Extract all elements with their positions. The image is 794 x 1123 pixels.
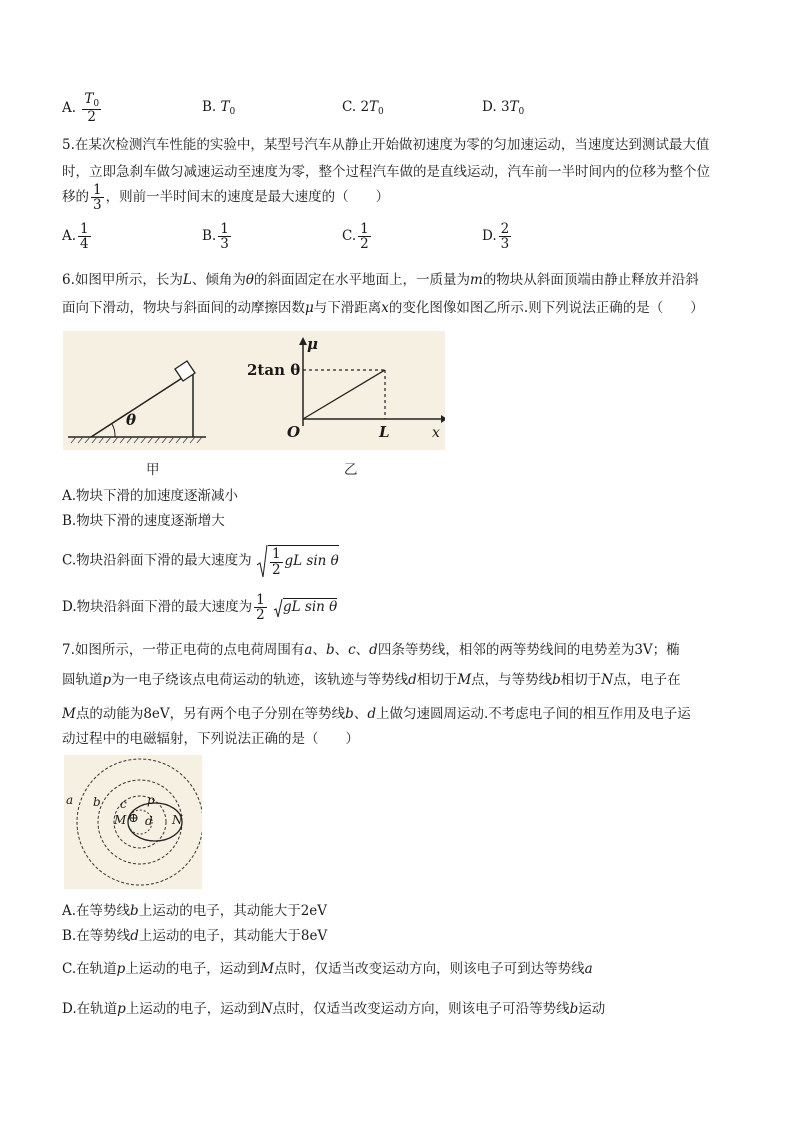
text: 点时，仅适当改变运动方向，则该电子可沿等势线 xyxy=(272,1001,570,1017)
text: 的斜面固定在水平地面上，一质量为 xyxy=(254,272,470,288)
numerator: 2 xyxy=(500,221,510,237)
q7-line-4: 动过程中的电磁辐射，下列说法正确的是（ ） xyxy=(62,731,359,747)
denominator: 2 xyxy=(87,109,97,126)
positive-charge-icon: ⊕ xyxy=(128,811,139,826)
coef: 2 xyxy=(360,99,370,115)
theta-label: θ xyxy=(126,411,137,429)
graph-x-tick: L xyxy=(379,423,390,441)
mu-line xyxy=(303,370,385,419)
label-m: M xyxy=(114,813,127,827)
text: D.物块沿斜面下滑的最大速度为 xyxy=(62,599,253,616)
numerator: 1 xyxy=(271,546,281,563)
y-axis-arrow xyxy=(299,337,307,345)
text: 面向下滑动，物块与斜面间的动摩擦因数 xyxy=(62,300,305,316)
fraction xyxy=(358,222,371,251)
sqrt-expression xyxy=(256,543,339,579)
text: 四条等势线，相邻的两等势线间的电势差为3V；椭 xyxy=(377,642,680,658)
denominator: 2 xyxy=(360,236,369,253)
numerator: 1 xyxy=(80,221,89,237)
incline xyxy=(91,371,193,437)
q6-figure xyxy=(63,331,445,450)
var: T xyxy=(220,99,230,115)
var: b xyxy=(130,903,139,919)
q7-line-2 xyxy=(62,668,681,688)
var: a xyxy=(584,961,593,977)
label-c: c xyxy=(120,797,127,811)
var: b xyxy=(552,672,561,688)
text: 、 xyxy=(334,642,349,658)
label-d: d xyxy=(145,814,153,828)
q6-option-d xyxy=(62,593,337,622)
text: 上运动的电子，运动到 xyxy=(125,1001,261,1017)
var: M xyxy=(62,706,76,722)
text: 6.如图甲所示，长为 xyxy=(62,272,183,288)
text: D.在轨道 xyxy=(62,1001,118,1017)
q7-option-c xyxy=(62,957,593,977)
label-n: N xyxy=(172,813,183,827)
numerator: 1 xyxy=(360,221,369,237)
var: p xyxy=(116,961,126,977)
denominator: 3 xyxy=(500,236,510,253)
var: T xyxy=(509,99,519,115)
var: L xyxy=(182,272,192,288)
q7-option-a xyxy=(62,899,327,919)
coef: 3 xyxy=(500,99,510,115)
q5-option-b xyxy=(202,222,233,251)
var: T xyxy=(84,91,94,107)
text: 运动 xyxy=(578,1001,606,1017)
text: B.在等势线 xyxy=(62,928,131,944)
radicand: gL sin θ xyxy=(283,599,338,616)
label-a: a xyxy=(66,793,74,807)
var: N xyxy=(260,1001,273,1017)
option-label: C. xyxy=(342,99,357,115)
text: 相切于 xyxy=(416,672,458,688)
option-label: C. xyxy=(342,228,357,245)
var: d xyxy=(408,672,417,688)
var: b xyxy=(345,706,354,722)
radical-sign xyxy=(256,543,268,579)
text: 上运动的电子，其动能大于2eV xyxy=(138,903,328,919)
q4-option-d xyxy=(482,99,524,117)
text: 为一电子绕该点电荷运动的轨迹，该轨迹与等势线 xyxy=(111,672,409,688)
q7-line-3 xyxy=(62,702,691,722)
var: θ xyxy=(245,272,254,288)
radical-sign xyxy=(273,598,283,618)
q5-option-a xyxy=(62,222,93,251)
fraction xyxy=(218,222,231,251)
angle-arc xyxy=(112,424,115,437)
q6-option-a: A.物块下滑的加速度逐渐减小 xyxy=(62,488,239,504)
subscript: 0 xyxy=(518,107,525,117)
text: 7.如图所示，一带正电荷的点电荷周围有 xyxy=(62,642,305,658)
ground-hatch xyxy=(71,437,202,443)
denominator: 3 xyxy=(93,197,102,214)
var: T xyxy=(369,99,379,115)
graph-x-label: x xyxy=(432,425,440,441)
equipotential-a xyxy=(77,759,202,885)
numerator: 1 xyxy=(220,221,229,237)
var: x xyxy=(381,300,389,316)
q7-option-d xyxy=(62,997,605,1017)
q4-option-b xyxy=(202,99,235,117)
denominator: 3 xyxy=(220,236,229,253)
option-label: B. xyxy=(202,99,217,115)
var: d xyxy=(367,706,376,722)
var: a xyxy=(304,642,313,658)
graph-origin: O xyxy=(287,423,301,441)
var: d xyxy=(369,642,378,658)
label-b: b xyxy=(93,795,101,809)
subscript: 0 xyxy=(93,99,100,109)
option-label: D. xyxy=(482,99,497,115)
fraction xyxy=(91,183,104,212)
q7-line-1 xyxy=(62,638,680,658)
option-label: B. xyxy=(202,228,217,245)
text: 点，电子在 xyxy=(613,672,681,688)
subscript: 0 xyxy=(229,107,236,117)
numerator: 1 xyxy=(93,182,102,198)
text: 、倾角为 xyxy=(191,272,246,288)
text: C.在轨道 xyxy=(62,961,117,977)
text: 相切于 xyxy=(560,672,602,688)
q6-option-b: B.物块下滑的速度逐渐增大 xyxy=(62,513,225,529)
text: 的物块从斜面顶端由静止释放并沿斜 xyxy=(482,272,699,288)
fraction xyxy=(78,222,91,251)
sqrt-expression xyxy=(273,598,337,618)
q4-option-c xyxy=(342,99,384,117)
text: 、 xyxy=(355,642,370,658)
var: p xyxy=(117,1001,126,1017)
caption-left: 甲 xyxy=(146,462,160,478)
var: c xyxy=(348,642,356,658)
text: 上运动的电子，其动能大于8eV xyxy=(138,928,328,944)
text: C.物块沿斜面下滑的最大速度为 xyxy=(62,552,252,569)
text: 点，与等势线 xyxy=(471,672,553,688)
text: 与下滑距离 xyxy=(313,300,382,316)
q6-line-2 xyxy=(62,296,704,316)
graph-y-label: μ xyxy=(307,335,318,353)
text: 点的动能为8eV，另有两个电子分别在等势线 xyxy=(75,706,346,722)
numerator: 1 xyxy=(256,592,265,608)
text: 的变化图像如图乙所示.则下列说法正确的是（ ） xyxy=(388,300,704,316)
denominator: 2 xyxy=(271,561,281,578)
text: 点时，仅适当改变运动方向，则该电子可到达等势线 xyxy=(274,961,585,977)
option-label: D. xyxy=(482,228,497,245)
var: M xyxy=(260,961,275,977)
fraction xyxy=(254,593,267,622)
denominator: 2 xyxy=(256,607,265,624)
subscript: 0 xyxy=(378,107,384,117)
fraction xyxy=(270,547,283,576)
denominator: 4 xyxy=(80,236,89,253)
var: b xyxy=(325,642,335,658)
q5-line-2: 时，立即急刹车做匀减速运动至速度为零，整个过程汽车做的是直线运动，汽车前一半时间内的位移为整个位 xyxy=(62,164,710,180)
block xyxy=(175,361,195,381)
fraction xyxy=(499,222,512,251)
q7-option-b xyxy=(62,924,327,944)
radicand: gL sin θ xyxy=(284,553,339,570)
var: b xyxy=(569,1001,579,1017)
fraction xyxy=(82,92,101,125)
equipotential-b xyxy=(98,780,182,864)
text: 上做匀速圆周运动.不考虑电子间的相互作用及电子运 xyxy=(375,706,691,722)
x-axis-arrow xyxy=(441,415,445,423)
q5-line-1: 5.在某次检测汽车性能的实验中，某型号汽车从静止开始做初速度为零的匀加速运动，当速度达到测试最大值 xyxy=(62,137,710,153)
q5-option-d xyxy=(482,222,513,251)
q6-line-1 xyxy=(62,268,699,288)
option-label: A. xyxy=(62,228,77,245)
q5-option-c xyxy=(342,222,373,251)
text: A.在等势线 xyxy=(62,903,131,919)
text: ，则前一半时间末的速度是最大速度的（ ） xyxy=(105,189,390,206)
q7-figure xyxy=(64,755,202,889)
option-label: A. xyxy=(62,99,77,116)
q5-line-3 xyxy=(62,183,389,212)
text: 圆轨道 xyxy=(62,672,103,688)
var: d xyxy=(130,928,139,944)
var: μ xyxy=(305,300,314,316)
q4-option-a xyxy=(62,92,103,125)
var: N xyxy=(601,672,614,688)
caption-right: 乙 xyxy=(344,462,358,478)
text: 、 xyxy=(312,642,326,658)
var: m xyxy=(470,272,483,288)
text: 、 xyxy=(353,706,368,722)
var: p xyxy=(102,672,112,688)
graph-y-tick: 2tan θ xyxy=(247,361,301,379)
label-p: p xyxy=(147,793,155,807)
q6-option-c xyxy=(62,543,339,579)
text: 移的 xyxy=(62,189,89,206)
text: 上运动的电子，运动到 xyxy=(125,961,261,977)
var: M xyxy=(457,672,472,688)
